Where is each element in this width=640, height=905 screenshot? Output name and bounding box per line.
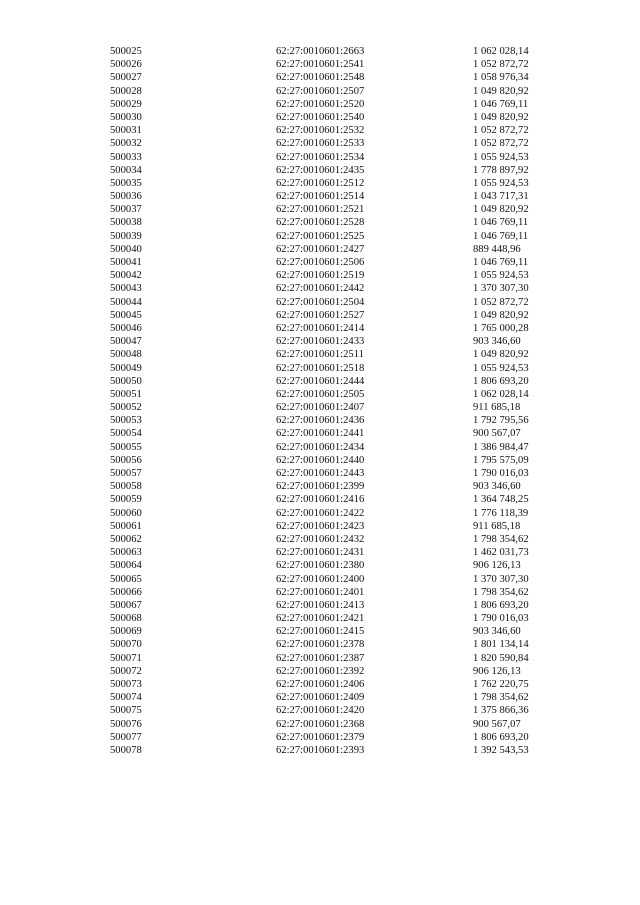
cadastral-number: 62:27:0010601:2423: [276, 520, 365, 532]
cadastral-number: 62:27:0010601:2518: [276, 362, 365, 374]
cadastral-number: 62:27:0010601:2414: [276, 322, 365, 334]
cadastral-number: 62:27:0010601:2401: [276, 586, 365, 598]
cadastral-number: 62:27:0010601:2514: [276, 191, 365, 203]
table-row: [110, 190, 550, 203]
cadastral-value: 1 049 820,92: [473, 309, 529, 321]
cadastral-value: 900 567,07: [473, 718, 521, 730]
table-row: [110, 216, 550, 229]
table-row: [110, 177, 550, 190]
cadastral-number: 62:27:0010601:2431: [276, 547, 365, 559]
row-id: 500034: [110, 164, 142, 176]
row-id: 500071: [110, 652, 142, 664]
table-row: [110, 586, 550, 599]
cadastral-number: 62:27:0010601:2380: [276, 560, 365, 572]
cadastral-number: 62:27:0010601:2427: [276, 243, 365, 255]
cadastral-value: 1 798 354,62: [473, 692, 529, 704]
row-id: 500056: [110, 454, 142, 466]
row-id: 500075: [110, 705, 142, 717]
table-row: [110, 58, 550, 71]
cadastral-value: 1 055 924,53: [473, 151, 529, 163]
table-row: [110, 625, 550, 638]
cadastral-value: 1 046 769,11: [473, 230, 529, 242]
cadastral-number: 62:27:0010601:2525: [276, 230, 365, 242]
row-id: 500068: [110, 613, 142, 625]
table-row: [110, 309, 550, 322]
row-id: 500044: [110, 296, 142, 308]
table-row: [110, 612, 550, 625]
cadastral-value: 903 346,60: [473, 481, 521, 493]
cadastral-value: 1 062 028,14: [473, 46, 529, 57]
row-id: 500066: [110, 586, 142, 598]
row-id: 500058: [110, 481, 142, 493]
table-row: [110, 652, 550, 665]
cadastral-value: 1 820 590,84: [473, 652, 529, 664]
cadastral-number: 62:27:0010601:2409: [276, 692, 365, 704]
cadastral-value: 1 058 976,34: [473, 72, 529, 84]
row-id: 500025: [110, 46, 142, 57]
cadastral-value: 1 375 866,36: [473, 705, 529, 717]
table-row: [110, 467, 550, 480]
row-id: 500057: [110, 468, 142, 479]
table-row: [110, 203, 550, 216]
cadastral-number: 62:27:0010601:2379: [276, 731, 365, 743]
row-id: 500050: [110, 375, 142, 387]
row-id: 500063: [110, 547, 142, 559]
cadastral-number: 62:27:0010601:2441: [276, 428, 365, 440]
cadastral-number: 62:27:0010601:2444: [276, 375, 365, 387]
table-row: [110, 111, 550, 124]
cadastral-number: 62:27:0010601:2415: [276, 626, 365, 638]
cadastral-value: 1 052 872,72: [473, 125, 529, 137]
cadastral-value: 1 049 820,92: [473, 111, 529, 123]
row-id: 500077: [110, 731, 142, 743]
row-id: 500036: [110, 191, 142, 203]
cadastral-value: 1 052 872,72: [473, 296, 529, 308]
cadastral-value: 1 052 872,72: [473, 59, 529, 71]
row-id: 500033: [110, 151, 142, 163]
table-row: [110, 296, 550, 309]
cadastral-number: 62:27:0010601:2416: [276, 494, 365, 506]
cadastral-number: 62:27:0010601:2399: [276, 481, 365, 493]
cadastral-number: 62:27:0010601:2512: [276, 177, 365, 189]
cadastral-number: 62:27:0010601:2505: [276, 388, 365, 400]
row-id: 500040: [110, 243, 142, 255]
row-id: 500060: [110, 507, 142, 519]
cadastral-value: 1 046 769,11: [473, 257, 529, 268]
cadastral-number: 62:27:0010601:2393: [276, 744, 365, 756]
cadastral-number: 62:27:0010601:2434: [276, 441, 365, 453]
cadastral-value: 1 762 220,75: [473, 679, 529, 690]
table-row: [110, 454, 550, 467]
table-row: [110, 71, 550, 84]
cadastral-value: 1 392 543,53: [473, 744, 529, 756]
row-id: 500052: [110, 402, 142, 414]
table-row: [110, 401, 550, 414]
cadastral-value: 1 370 307,30: [473, 573, 529, 585]
row-id: 500032: [110, 138, 142, 150]
cadastral-value: 1 049 820,92: [473, 204, 529, 216]
cadastral-value: 1 790 016,03: [473, 468, 529, 479]
table-row: [110, 282, 550, 295]
table-row: [110, 375, 550, 388]
cadastral-value: 911 685,18: [473, 520, 521, 532]
row-id: 500072: [110, 665, 142, 677]
row-id: 500061: [110, 520, 142, 532]
cadastral-value: 889 448,96: [473, 243, 521, 255]
row-id: 500039: [110, 230, 142, 242]
table-row: [110, 493, 550, 506]
cadastral-number: 62:27:0010601:2433: [276, 336, 365, 348]
cadastral-value: 903 346,60: [473, 626, 521, 638]
cadastral-value: 1 049 820,92: [473, 349, 529, 361]
cadastral-value: 1 798 354,62: [473, 533, 529, 545]
row-id: 500045: [110, 309, 142, 321]
cadastral-value: 1 776 118,39: [473, 507, 529, 519]
row-id: 500053: [110, 415, 142, 427]
cadastral-value: 1 792 795,56: [473, 415, 529, 427]
table-row: [110, 638, 550, 651]
table-row: [110, 256, 550, 269]
cadastral-value: 1 055 924,53: [473, 270, 529, 282]
cadastral-value: 1 806 693,20: [473, 599, 529, 611]
cadastral-number: 62:27:0010601:2527: [276, 309, 365, 321]
table-row: [110, 348, 550, 361]
table-row: [110, 573, 550, 586]
row-id: 500035: [110, 177, 142, 189]
table-row: [110, 335, 550, 348]
cadastral-number: 62:27:0010601:2540: [276, 111, 365, 123]
row-id: 500028: [110, 85, 142, 97]
cadastral-value: 1 778 897,92: [473, 164, 529, 176]
cadastral-number: 62:27:0010601:2435: [276, 164, 365, 176]
row-id: 500027: [110, 72, 142, 84]
table-row: [110, 678, 550, 691]
table-row: [110, 414, 550, 427]
table-row: [110, 599, 550, 612]
cadastral-value: 911 685,18: [473, 402, 521, 414]
row-id: 500043: [110, 283, 142, 295]
cadastral-number: 62:27:0010601:2548: [276, 72, 365, 84]
cadastral-number: 62:27:0010601:2519: [276, 270, 365, 282]
cadastral-number: 62:27:0010601:2504: [276, 296, 365, 308]
table-row: [110, 546, 550, 559]
cadastral-number: 62:27:0010601:2407: [276, 402, 365, 414]
cadastral-value: 1 798 354,62: [473, 586, 529, 598]
table-row: [110, 731, 550, 744]
row-id: 500069: [110, 626, 142, 638]
row-id: 500041: [110, 257, 142, 268]
cadastral-number: 62:27:0010601:2400: [276, 573, 365, 585]
cadastral-value: 1 055 924,53: [473, 362, 529, 374]
cadastral-number: 62:27:0010601:2440: [276, 454, 365, 466]
cadastral-value: 1 801 134,14: [473, 639, 529, 651]
row-id: 500054: [110, 428, 142, 440]
cadastral-number: 62:27:0010601:2511: [276, 349, 364, 361]
row-id: 500062: [110, 533, 142, 545]
cadastral-value: 1 043 717,31: [473, 191, 529, 203]
cadastral-number: 62:27:0010601:2436: [276, 415, 365, 427]
table-row: [110, 45, 550, 58]
row-id: 500073: [110, 679, 142, 690]
cadastral-value: 1 046 769,11: [473, 217, 529, 229]
table-row: [110, 98, 550, 111]
cadastral-value: 906 126,13: [473, 560, 521, 572]
row-id: 500051: [110, 388, 142, 400]
cadastral-value: 1 049 820,92: [473, 85, 529, 97]
table-row: [110, 704, 550, 717]
row-id: 500078: [110, 744, 142, 756]
table-row: [110, 559, 550, 572]
table-row: [110, 665, 550, 678]
row-id: 500042: [110, 270, 142, 282]
row-id: 500059: [110, 494, 142, 506]
row-id: 500026: [110, 59, 142, 71]
cadastral-value: 1 806 693,20: [473, 375, 529, 387]
cadastral-value: 1 370 307,30: [473, 283, 529, 295]
cadastral-number: 62:27:0010601:2420: [276, 705, 365, 717]
row-id: 500074: [110, 692, 142, 704]
table-row: [110, 362, 550, 375]
row-id: 500047: [110, 336, 142, 348]
cadastral-number: 62:27:0010601:2541: [276, 59, 365, 71]
row-id: 500037: [110, 204, 142, 216]
row-id: 500070: [110, 639, 142, 651]
cadastral-number: 62:27:0010601:2507: [276, 85, 365, 97]
cadastral-number: 62:27:0010601:2378: [276, 639, 365, 651]
row-id: 500064: [110, 560, 142, 572]
cadastral-number: 62:27:0010601:2392: [276, 665, 365, 677]
table-row: [110, 164, 550, 177]
cadastral-value: 1 055 924,53: [473, 177, 529, 189]
cadastral-number: 62:27:0010601:2534: [276, 151, 365, 163]
row-id: 500046: [110, 322, 142, 334]
cadastral-number: 62:27:0010601:2506: [276, 257, 365, 268]
row-id: 500067: [110, 599, 142, 611]
row-id: 500055: [110, 441, 142, 453]
row-id: 500076: [110, 718, 142, 730]
row-id: 500030: [110, 111, 142, 123]
cadastral-number: 62:27:0010601:2532: [276, 125, 365, 137]
table-row: [110, 441, 550, 454]
table-row: [110, 388, 550, 401]
cadastral-number: 62:27:0010601:2413: [276, 599, 365, 611]
cadastral-value: 1 062 028,14: [473, 388, 529, 400]
cadastral-value: 1 462 031,73: [473, 547, 529, 559]
cadastral-value: 1 052 872,72: [473, 138, 529, 150]
cadastral-number: 62:27:0010601:2528: [276, 217, 365, 229]
table-row: [110, 230, 550, 243]
table-row: [110, 744, 550, 757]
cadastral-number: 62:27:0010601:2520: [276, 98, 365, 110]
cadastral-number: 62:27:0010601:2406: [276, 679, 365, 690]
cadastral-number: 62:27:0010601:2432: [276, 533, 365, 545]
cadastral-value: 1 386 984,47: [473, 441, 529, 453]
table-row: [110, 322, 550, 335]
cadastral-value: 900 567,07: [473, 428, 521, 440]
table-row: [110, 85, 550, 98]
cadastral-value: 1 364 748,25: [473, 494, 529, 506]
cadastral-value: 1 765 000,28: [473, 322, 529, 334]
cadastral-number: 62:27:0010601:2663: [276, 46, 365, 57]
table-row: [110, 124, 550, 137]
cadastral-number: 62:27:0010601:2521: [276, 204, 365, 216]
table-row: [110, 533, 550, 546]
row-id: 500065: [110, 573, 142, 585]
table-row: [110, 269, 550, 282]
row-id: 500029: [110, 98, 142, 110]
table-row: [110, 718, 550, 731]
cadastral-value: 903 346,60: [473, 336, 521, 348]
table-row: [110, 520, 550, 533]
table-row: [110, 480, 550, 493]
row-id: 500049: [110, 362, 142, 374]
cadastral-value: 1 790 016,03: [473, 613, 529, 625]
row-id: 500048: [110, 349, 142, 361]
cadastral-value: 1 046 769,11: [473, 98, 529, 110]
table-row: [110, 137, 550, 150]
cadastral-value: 1 806 693,20: [473, 731, 529, 743]
row-id: 500038: [110, 217, 142, 229]
table-row: [110, 507, 550, 520]
cadastral-number: 62:27:0010601:2421: [276, 613, 365, 625]
row-id: 500031: [110, 125, 142, 137]
cadastral-value: 906 126,13: [473, 665, 521, 677]
cadastral-value-table: [110, 45, 550, 757]
cadastral-number: 62:27:0010601:2368: [276, 718, 365, 730]
cadastral-number: 62:27:0010601:2387: [276, 652, 365, 664]
table-row: [110, 151, 550, 164]
cadastral-number: 62:27:0010601:2422: [276, 507, 365, 519]
cadastral-number: 62:27:0010601:2442: [276, 283, 365, 295]
cadastral-number: 62:27:0010601:2533: [276, 138, 365, 150]
cadastral-value: 1 795 575,09: [473, 454, 529, 466]
table-row: [110, 427, 550, 440]
cadastral-number: 62:27:0010601:2443: [276, 468, 365, 479]
table-row: [110, 691, 550, 704]
table-row: [110, 243, 550, 256]
